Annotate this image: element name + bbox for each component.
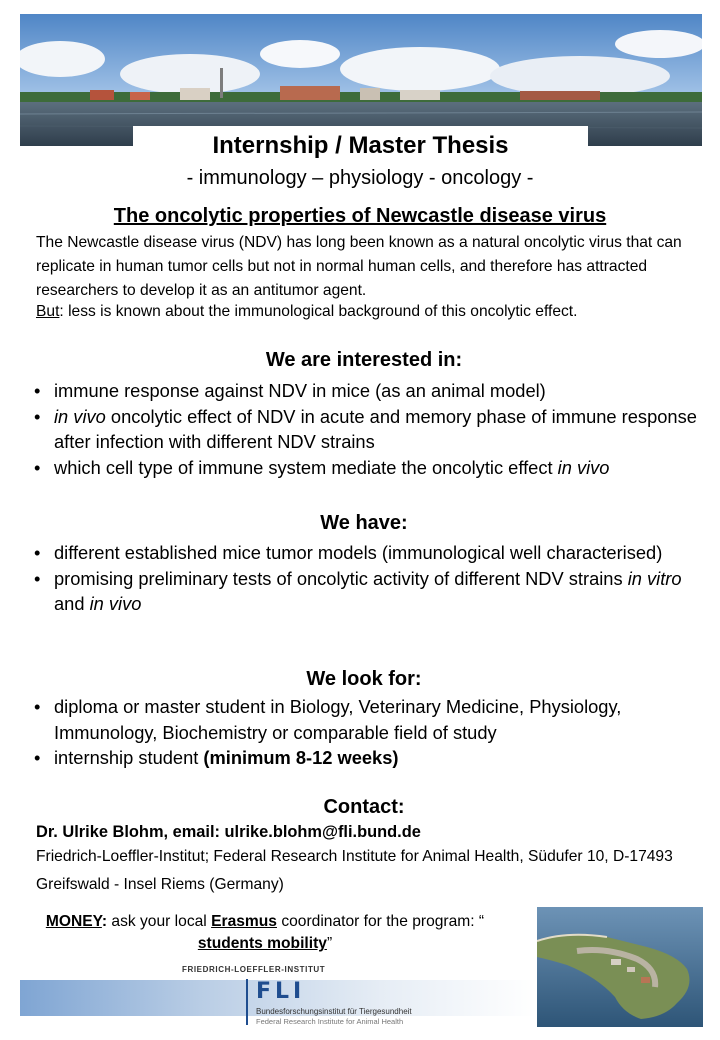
page-title: Internship / Master Thesis: [212, 132, 509, 159]
list-item-bold: (minimum 8-12 weeks): [203, 747, 399, 768]
island-aerial-photo: [537, 907, 703, 1027]
logo-bar: [246, 979, 248, 1025]
list-item: [34, 378, 702, 404]
list-item-italic: in vivo: [89, 593, 142, 614]
erasmus-label: Erasmus: [211, 913, 277, 930]
money-text: coordinator for the program: “: [276, 913, 485, 930]
list-item: [34, 455, 702, 481]
logo-line-en: Federal Research Institute for Animal Health: [256, 1017, 404, 1026]
but-paragraph: [36, 300, 700, 324]
list-item-text: and: [54, 593, 90, 614]
logo-mark: FLI: [256, 979, 306, 1004]
money-label: MONEY: [45, 913, 102, 930]
fli-logo: [182, 965, 482, 1027]
list-item-text: which cell type of immune system mediate the oncolytic effect: [54, 456, 558, 478]
page-subtitle: - immunology – physiology - oncology -: [186, 167, 534, 189]
money-colon: :: [101, 913, 108, 930]
logo-line-de: Bundesforschungsinstitut für Tiergesundheit: [256, 1007, 412, 1016]
list-item: [34, 566, 702, 617]
contact-title: Contact:: [323, 796, 405, 818]
interested-list: [34, 378, 702, 480]
list-item-italic: in vivo: [557, 456, 610, 478]
intro-paragraph: The Newcastle disease virus (NDV) has long been known as a natural oncolytic virus that can replicate in human tumor cells but not in normal human cells, and therefore has attracted researchers to develop it as an antitumor agent.: [36, 234, 682, 299]
look-title: We look for:: [306, 668, 422, 690]
have-list: [34, 540, 702, 617]
program-label: students mobility: [197, 935, 327, 952]
list-item: [34, 745, 702, 771]
contact-name: Dr. Ulrike Blohm, email: ulrike.blohm@fli.bund.de: [36, 823, 421, 841]
list-item-text: oncolytic effect of NDV in acute and memory phase of immune response after infection with different NDV strains: [54, 405, 697, 452]
have-title: We have:: [320, 512, 408, 534]
money-text: ”: [326, 935, 333, 952]
list-item: [34, 694, 702, 745]
interested-title: We are interested in:: [265, 349, 463, 371]
look-list: [34, 694, 702, 771]
but-word: But: [36, 303, 60, 320]
but-rest: : less is known about the immunological background of this oncolytic effect.: [59, 303, 578, 320]
list-item-text: immune response against NDV in mice (as an animal model): [54, 380, 546, 401]
list-item-text: different established mice tumor models (immunological well characterised): [54, 542, 663, 563]
logo-top-text: FRIEDRICH-LOEFFLER-INSTITUT: [182, 965, 326, 974]
project-heading: The oncolytic properties of Newcastle disease virus: [113, 205, 607, 227]
list-item-italic: in vivo: [54, 405, 106, 427]
list-item-text: diploma or master student in Biology, Veterinary Medicine, Physiology, Immunology, Biochemistry or comparable field of study: [54, 696, 622, 743]
contact-address: Friedrich-Loeffler-Institut; Federal Research Institute for Animal Health, Südufer 10, D-17493 Greifswald - Insel Riems (Germany): [36, 848, 673, 893]
list-item-text: promising preliminary tests of oncolytic activity of different NDV strains: [54, 567, 628, 589]
list-item: [34, 404, 702, 455]
money-note: [30, 911, 500, 955]
title-box: [133, 126, 588, 166]
list-item-text: internship student: [54, 747, 204, 768]
list-item: [34, 540, 702, 566]
money-text: ask your local: [107, 913, 212, 930]
list-item-italic: in vitro: [627, 567, 682, 589]
